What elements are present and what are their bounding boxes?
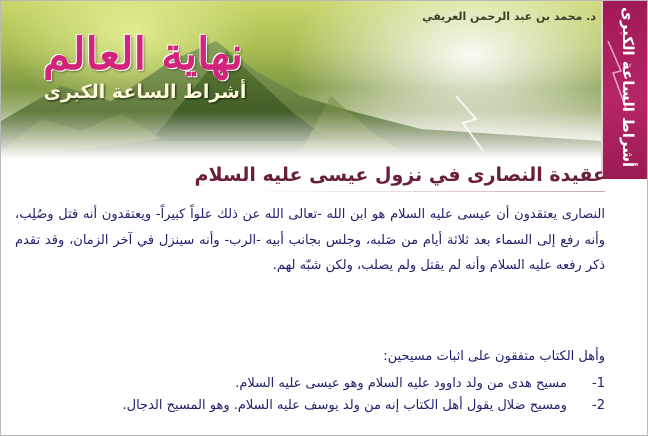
mountain-landscape-image: [1, 1, 601, 159]
logo-subtitle: أشراط الساعة الكبرى: [43, 81, 247, 103]
list-item: [15, 395, 605, 417]
header-banner: [1, 1, 601, 159]
logo-title: نهاية العالم: [42, 29, 244, 80]
list-intro: وأهل الكتاب متفقون على اثبات مسيحين:: [383, 349, 605, 364]
list-item-text: مسيح هدى من ولد داوود عليه السلام وهو عيسى عليه السلام.: [235, 376, 567, 391]
list-item-number: 1-: [592, 376, 605, 391]
article-paragraph: النصارى يعتقدون أن عيسى عليه السلام هو ابن الله -تعالى الله عن ذلك علواً كبيراً- ويعتقدون أنه قتل وصُلِب، وأنه رفع إلى السماء بعد ثلاثة أيام من صَلبه، وجلس بجانب أبيه -الرب- وأنه سينزل في آخر الزمان، وقد تقدم ذكر رفعه عليه السلام وأنه لم يقتل ولم يصلب، ولكن شبّه لهم.: [15, 207, 605, 273]
side-tab[interactable]: [601, 1, 647, 179]
messiah-list: [15, 373, 605, 417]
list-item: [15, 373, 605, 395]
list-item-number: 2-: [592, 398, 605, 413]
article-title: عقيدة النصارى في نزول عيسى عليه السلام: [194, 164, 606, 186]
side-tab-label: أشراط الساعة الكبرى: [619, 7, 637, 168]
list-item-text: ومسيح ضلال يقول أهل الكتاب إنه من ولد يوسف عليه السلام. وهو المسيح الدجال.: [122, 398, 567, 413]
title-divider: [241, 191, 605, 192]
author-name: د. محمد بن عبد الرحمن العريفي: [422, 10, 596, 23]
